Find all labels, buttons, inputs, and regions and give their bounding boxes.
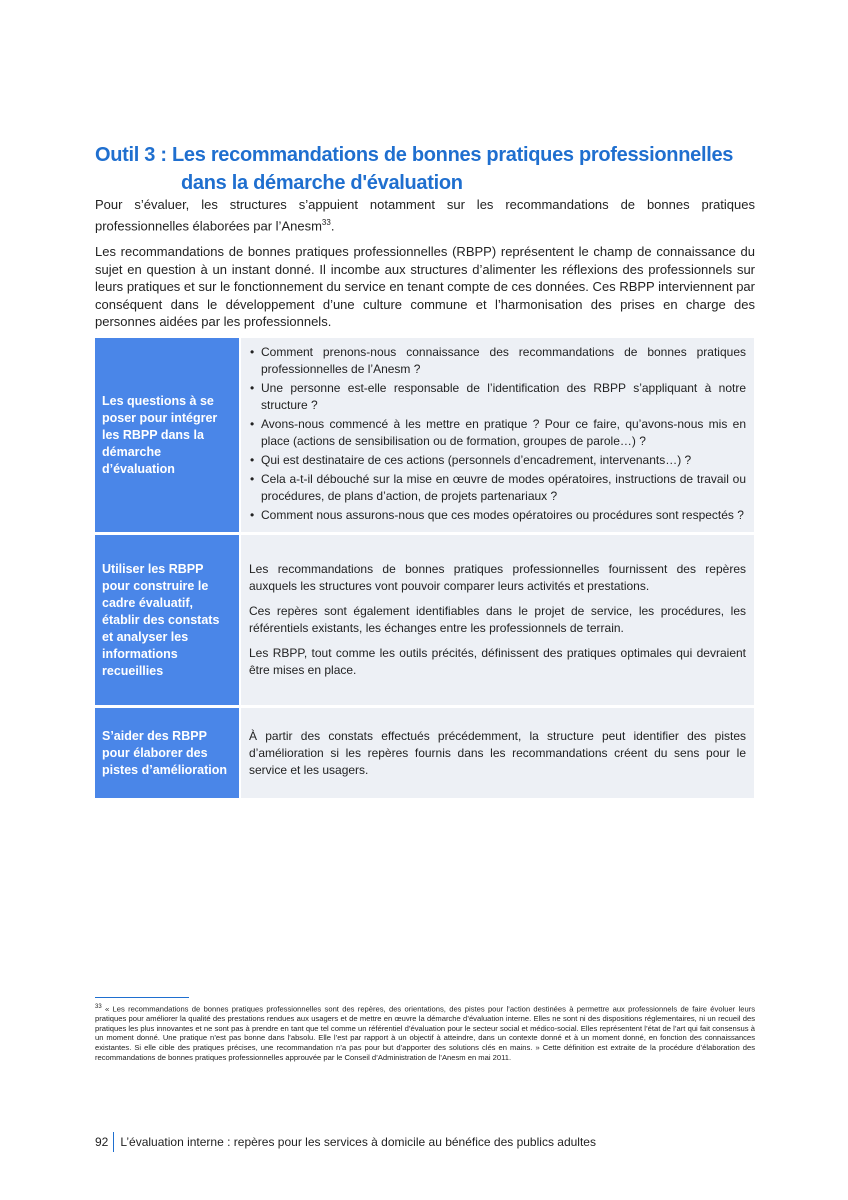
paragraph: Ces repères sont également identifiables dans le projet de service, les procédures, les référentiels existants, les échanges entre les professionnels de terrain. bbox=[249, 604, 746, 635]
footnote bbox=[95, 1003, 755, 1062]
row-label-questions: Les questions à se poser pour intégrer les RBPP dans la démarche d’évaluation bbox=[95, 338, 239, 532]
list-item: • Comment nous assurons-nous que ces modes opératoires ou procédures sont respectés ? bbox=[261, 507, 746, 524]
row-content-aider bbox=[239, 705, 754, 798]
footnote-text: « Les recommandations de bonnes pratiques professionnelles sont des repères, des orientations, des pistes pour l’action destinées à permettre aux professionnels de faire évoluer leurs pratiques pour améliorer la qualité des prestations rendues aux usagers et de mettre en œuvre la démarche d’évaluation interne. Elles ne sont ni des dispositions réglementaires, ni un recueil des pratiques les plus innovantes et ne sont pas à prendre en tant que tel comme un référentiel d’évaluation pour le secteur social et médico-social. Elles représentent l’état de l’art qui fait consensus à un moment donné. Une pratique n’est pas bonne dans l’absolu. Elle l’est par rapport à un objectif à atteindre, dans un contexte donné et à un moment donné, en fonction des connaissances existantes. Si elle cible des pratiques précises, une recommandation n’a pas pour but d’apporter des solutions clés en mains. » Cette définition est extraite de la procédure d’élaboration des recommandations de bonnes pratiques professionnelles approuvée par le Conseil d’Administration de l’Anesm en mai 2011. bbox=[95, 1004, 755, 1062]
intro-text bbox=[95, 196, 755, 340]
list-item: • Cela a-t-il débouché sur la mise en œuvre de modes opératoires, instructions de travail ou procédures, de plans d’action, de projets partenariaux ? bbox=[261, 471, 746, 505]
row-label-utiliser: Utiliser les RBPP pour construire le cadre évaluatif, établir des constats et analyser les informations recueillies bbox=[95, 532, 239, 705]
table-row bbox=[95, 532, 754, 705]
row-content-utiliser bbox=[239, 532, 754, 705]
footnote-number: 33 bbox=[95, 1004, 102, 1010]
table-row bbox=[95, 705, 754, 798]
rbpp-table bbox=[95, 338, 754, 798]
list-item: • Comment prenons-nous connaissance des recommandations de bonnes pratiques professionnelles de l’Anesm ? bbox=[261, 344, 746, 378]
paragraph: Les recommandations de bonnes pratiques professionnelles fournissent des repères auxquels les structures vont pouvoir comparer leurs activités et prestations. bbox=[249, 562, 746, 593]
footnote-divider bbox=[95, 997, 189, 998]
page-title bbox=[95, 141, 795, 197]
paragraph: À partir des constats effectués précédemment, la structure peut identifier des pistes d’amélioration si les repères fournis dans les recommandations créent du sens pour le service et les usagers. bbox=[249, 728, 746, 777]
paragraph: Les RBPP, tout comme les outils précités, définissent des pratiques optimales qui devraient être mises en place. bbox=[249, 646, 746, 677]
list-item: • Avons-nous commencé à les mettre en pratique ? Pour ce faire, qu’avons-nous mis en place (actions de sensibilisation ou de formation, groupes de parole…) ? bbox=[261, 416, 746, 450]
footer-title: L’évaluation interne : repères pour les services à domicile au bénéfice des publics adultes bbox=[120, 1135, 596, 1149]
list-item: • Qui est destinataire de ces actions (personnels d’encadrement, intervenants…) ? bbox=[261, 452, 746, 469]
intro-p1-end: . bbox=[330, 217, 335, 233]
intro-p1-text: Pour s’évaluer, les structures s’appuient notamment sur les recommandations de bonnes pratiques professionnelles élaborées par l’Anesm bbox=[95, 197, 755, 233]
intro-paragraph-2: Les recommandations de bonnes pratiques professionnelles (RBPP) représentent le champ de connaissance du sujet en question à un instant donné. Il incombe aux structures d’alimenter les réflexions des professionnels sur leurs pratiques et sur le fonctionnement du service en tenant compte de ces données. Ces RBPP interviennent par conséquent dans le développement d’une culture commune et l’harmonisation des prises en charge des personnes aidées par les professionnels. bbox=[95, 244, 755, 330]
title-line-1: Outil 3 : Les recommandations de bonnes pratiques professionnelles bbox=[95, 144, 734, 167]
table-row bbox=[95, 338, 754, 532]
list-item: • Une personne est-elle responsable de l’identification des RBPP s’appliquant à notre structure ? bbox=[261, 380, 746, 414]
intro-paragraph-1 bbox=[95, 196, 755, 234]
question-list bbox=[249, 344, 746, 524]
page-number: 92 bbox=[95, 1132, 114, 1152]
row-content-questions bbox=[239, 338, 754, 532]
footnote-ref[interactable]: 33 bbox=[321, 217, 331, 227]
page-footer bbox=[95, 1132, 596, 1152]
title-line-2: dans la démarche d'évaluation bbox=[181, 172, 463, 195]
row-label-aider: S’aider des RBPP pour élaborer des pistes d’amélioration bbox=[95, 705, 239, 798]
